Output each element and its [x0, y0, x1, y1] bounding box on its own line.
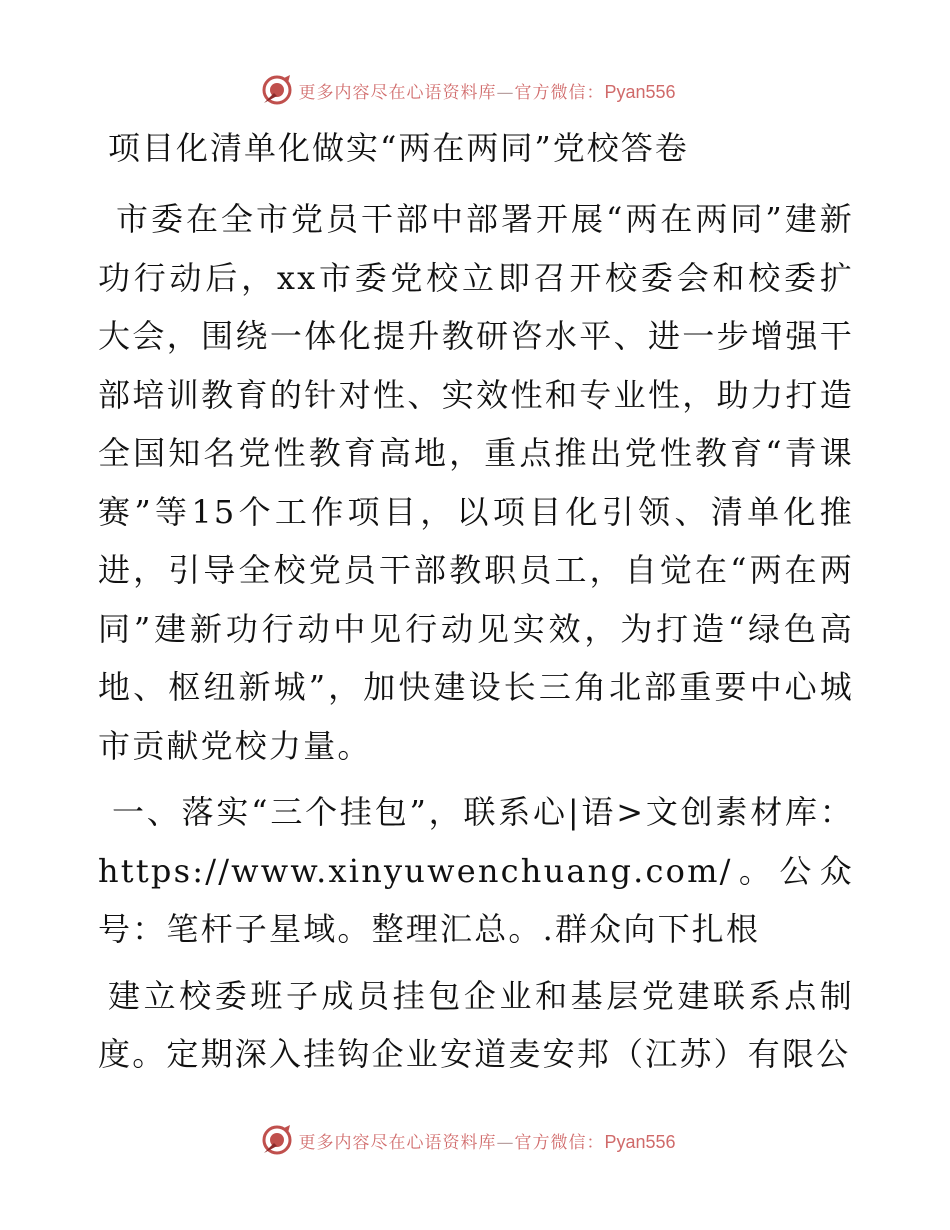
watermark-text	[298, 1128, 675, 1153]
paragraph-intro: 市委在全市党员干部中部署开展“两在两同”建新功行动后，xx市委党校立即召开校委会和校委扩大会，围绕一体化提升教研咨水平、进一步增强干部培训教育的针对性、实效性和专业性，助力打造全国知名党性教育高地，重点推出党性教育“青课赛”等15个工作项目，以项目化引领、清单化推进，引导全校党员干部教职员工，自觉在“两在两同”建新功行动中见行动见实效，为打造“绿色高地、枢纽新城”，加快建设长三角北部重要中心城市贡献党校力量。	[98, 200, 854, 765]
watermark-header	[0, 70, 950, 110]
document-body	[98, 118, 854, 1084]
section-heading-1: 一、落实“三个挂包”，联系心|语>文创素材库：https://www.xinyuwenchuang.com/。公众号：笔杆子星域。整理汇总。.群众向下扎根	[98, 793, 854, 948]
watermark-site: 更多内容尽在心语资料库	[298, 1132, 497, 1153]
watermark-footer	[0, 1120, 950, 1160]
watermark-dash: —	[496, 1132, 515, 1153]
watermark-official: 官方微信：	[514, 1132, 605, 1153]
paragraph-section-1: 建立校委班子成员挂包企业和基层党建联系点制度。定期深入挂钩企业安道麦安邦（江苏）有限公	[98, 976, 854, 1073]
pen-logo-icon	[260, 1123, 294, 1157]
watermark-handle: Pyan556	[604, 81, 676, 102]
document-title: 项目化清单化做实“两在两同”党校答卷	[108, 129, 689, 167]
pen-logo-icon	[260, 73, 294, 107]
watermark-site: 更多内容尽在心语资料库	[298, 82, 497, 103]
watermark-dash: —	[496, 82, 515, 103]
watermark-text	[298, 78, 675, 103]
watermark-handle: Pyan556	[604, 1131, 676, 1152]
watermark-official: 官方微信：	[514, 82, 605, 103]
